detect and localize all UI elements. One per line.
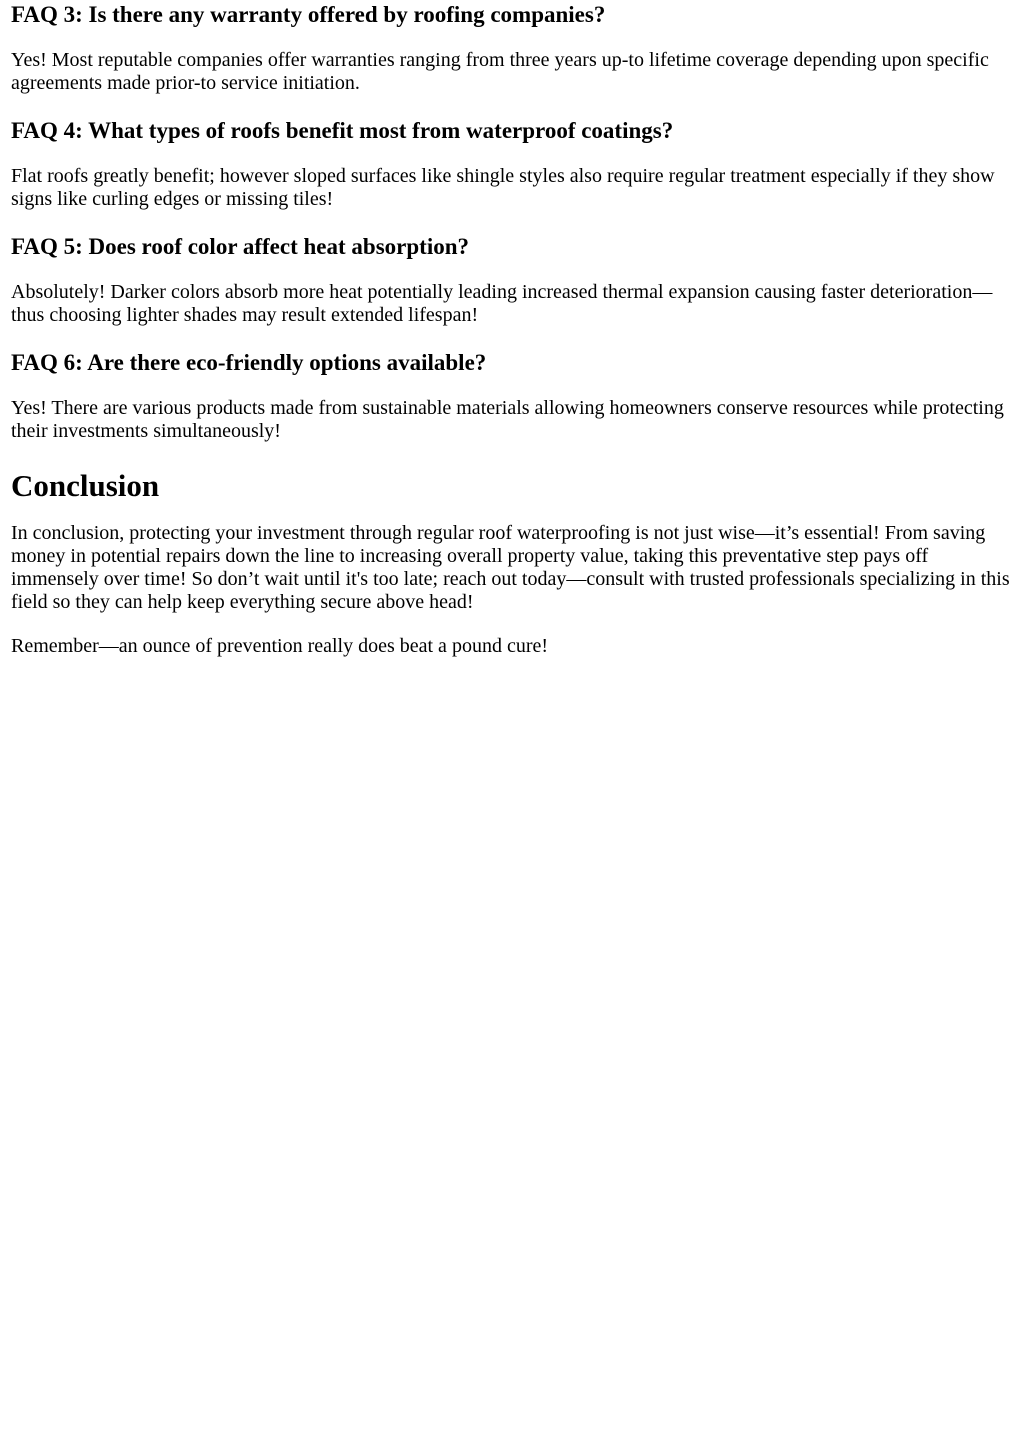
faq-3: [11, 1, 1017, 95]
faq-6-answer: Yes! There are various products made from sustainable materials allowing homeowners conserve resources while protecting their investments simultaneously!: [11, 397, 1004, 442]
faq-4-question: FAQ 4: What types of roofs benefit most from waterproof coatings?: [11, 118, 674, 143]
conclusion-section: [11, 468, 1017, 658]
faq-6-question: FAQ 6: Are there eco-friendly options available?: [11, 350, 487, 375]
faq-3-question: FAQ 3: Is there any warranty offered by roofing companies?: [11, 2, 606, 27]
faq-5-answer: Absolutely! Darker colors absorb more heat potentially leading increased thermal expansion causing faster deterioration—thus choosing lighter shades may result extended lifespan!: [11, 281, 993, 326]
faq-4-answer: Flat roofs greatly benefit; however sloped surfaces like shingle styles also require regular treatment especially if they show signs like curling edges or missing tiles!: [11, 165, 995, 210]
faq-3-answer: Yes! Most reputable companies offer warranties ranging from three years up-to lifetime coverage depending upon specific agreements made prior-to service initiation.: [11, 49, 989, 94]
closing-remark: Remember—an ounce of prevention really does beat a pound cure!: [11, 635, 549, 657]
faq-4: [11, 117, 1017, 211]
faq-5-question: FAQ 5: Does roof color affect heat absorption?: [11, 234, 470, 259]
conclusion-heading: Conclusion: [11, 468, 160, 503]
conclusion-paragraph: In conclusion, protecting your investment through regular roof waterproofing is not just wise—it’s essential! From saving money in potential repairs down the line to increasing overall property value, taking this preventative step pays off immensely over time! So don’t wait until it's too late; reach out today—consult with trusted professionals specializing in this field so they can help keep everything secure above head!: [11, 522, 1010, 613]
faq-5: [11, 233, 1017, 327]
article-content: [11, 0, 1017, 658]
faq-6: [11, 349, 1017, 443]
